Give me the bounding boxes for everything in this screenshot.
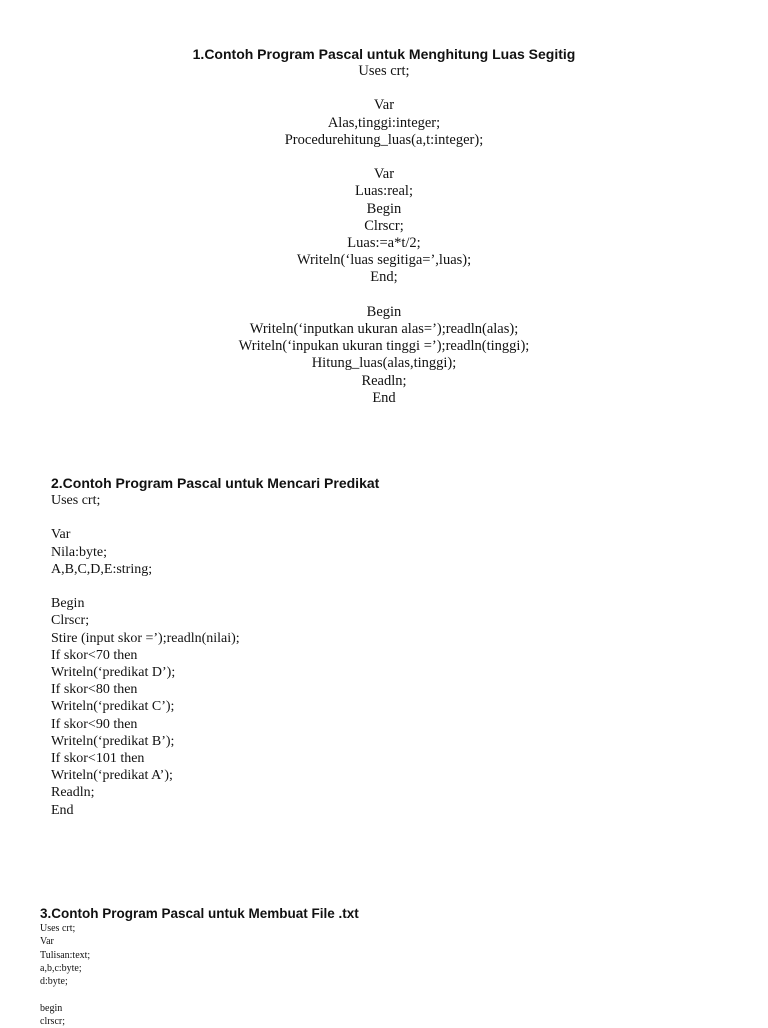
code-line — [51, 509, 751, 526]
code-line: d:byte; — [40, 976, 68, 988]
section-title-file-txt: 3.Contoh Program Pascal untuk Membuat File .txt — [40, 906, 359, 921]
code-line: A,B,C,D,E:string; — [51, 561, 153, 577]
code-line: a,b,c:byte; — [40, 962, 82, 974]
code-line: Luas:=a*t/2; — [347, 235, 421, 251]
code-line — [0, 149, 768, 166]
section-title-luas-segitiga: 1.Contoh Program Pascal untuk Menghitung Luas Segitig — [192, 46, 576, 62]
code-line: Begin — [366, 200, 402, 217]
code-line: clrscr; — [40, 1016, 65, 1028]
code-line: Var — [373, 166, 395, 183]
code-line: End; — [370, 269, 398, 286]
code-line — [0, 287, 768, 304]
code-line: Begin — [366, 303, 402, 320]
code-line: Alas,tinggi:integer; — [327, 114, 441, 131]
code-line: Begin — [51, 596, 85, 612]
code-line — [51, 578, 751, 595]
code-line: Nila:byte; — [51, 544, 107, 560]
code-line: Var — [40, 936, 54, 948]
code-line: Stire (input skor =’);readln(nilai); — [51, 630, 240, 646]
code-line: Readln; — [51, 785, 95, 801]
code-line: Uses crt; — [51, 493, 101, 508]
code-line: Procedurehitung_luas(a,t:integer); — [284, 131, 484, 148]
code-line: Clrscr; — [364, 217, 404, 234]
code-line: Writeln(‘inpukan ukuran tinggi =’);readln(tinggi); — [238, 338, 530, 355]
code-line: Var — [373, 97, 395, 114]
code-line: If skor<101 then — [51, 751, 145, 767]
code-line: If skor<90 then — [51, 716, 138, 732]
code-line: Clrscr; — [51, 613, 90, 629]
code-line: Writeln(‘predikat C’); — [51, 699, 175, 715]
section-luas-segitiga — [0, 46, 768, 407]
code-line: Hitung_luas(alas,tinggi); — [311, 355, 457, 372]
code-line: Writeln(‘predikat B’); — [51, 733, 175, 749]
code-line: If skor<80 then — [51, 682, 138, 698]
code-line: If skor<70 then — [51, 647, 138, 663]
code-line: Writeln(‘predikat D’); — [51, 665, 176, 680]
code-line: Writeln(‘predikat A’); — [51, 768, 173, 784]
section-file-txt — [40, 906, 740, 1028]
code-line: Writeln(‘inputkan ukuran alas=’);readln(alas); — [249, 321, 519, 337]
section-predikat — [51, 475, 751, 819]
code-line: Luas:real; — [355, 183, 413, 200]
code-line: Uses crt; — [40, 923, 76, 934]
code-block-file-txt — [40, 922, 740, 1028]
code-line: Uses crt; — [358, 63, 410, 79]
section-title-predikat: 2.Contoh Program Pascal untuk Mencari Predikat — [51, 475, 380, 491]
code-line: Tulisan:text; — [40, 949, 91, 961]
code-line: Readln; — [361, 372, 407, 389]
code-line: Writeln(‘luas segitiga=’,luas); — [296, 252, 472, 269]
code-block-luas-segitiga — [0, 63, 768, 407]
code-line: End — [51, 802, 74, 818]
code-line: begin — [40, 1002, 63, 1014]
code-block-predikat — [51, 492, 751, 819]
code-line — [40, 988, 740, 1001]
code-line: End — [372, 389, 396, 406]
code-line: Var — [51, 527, 71, 543]
code-line — [0, 80, 768, 97]
